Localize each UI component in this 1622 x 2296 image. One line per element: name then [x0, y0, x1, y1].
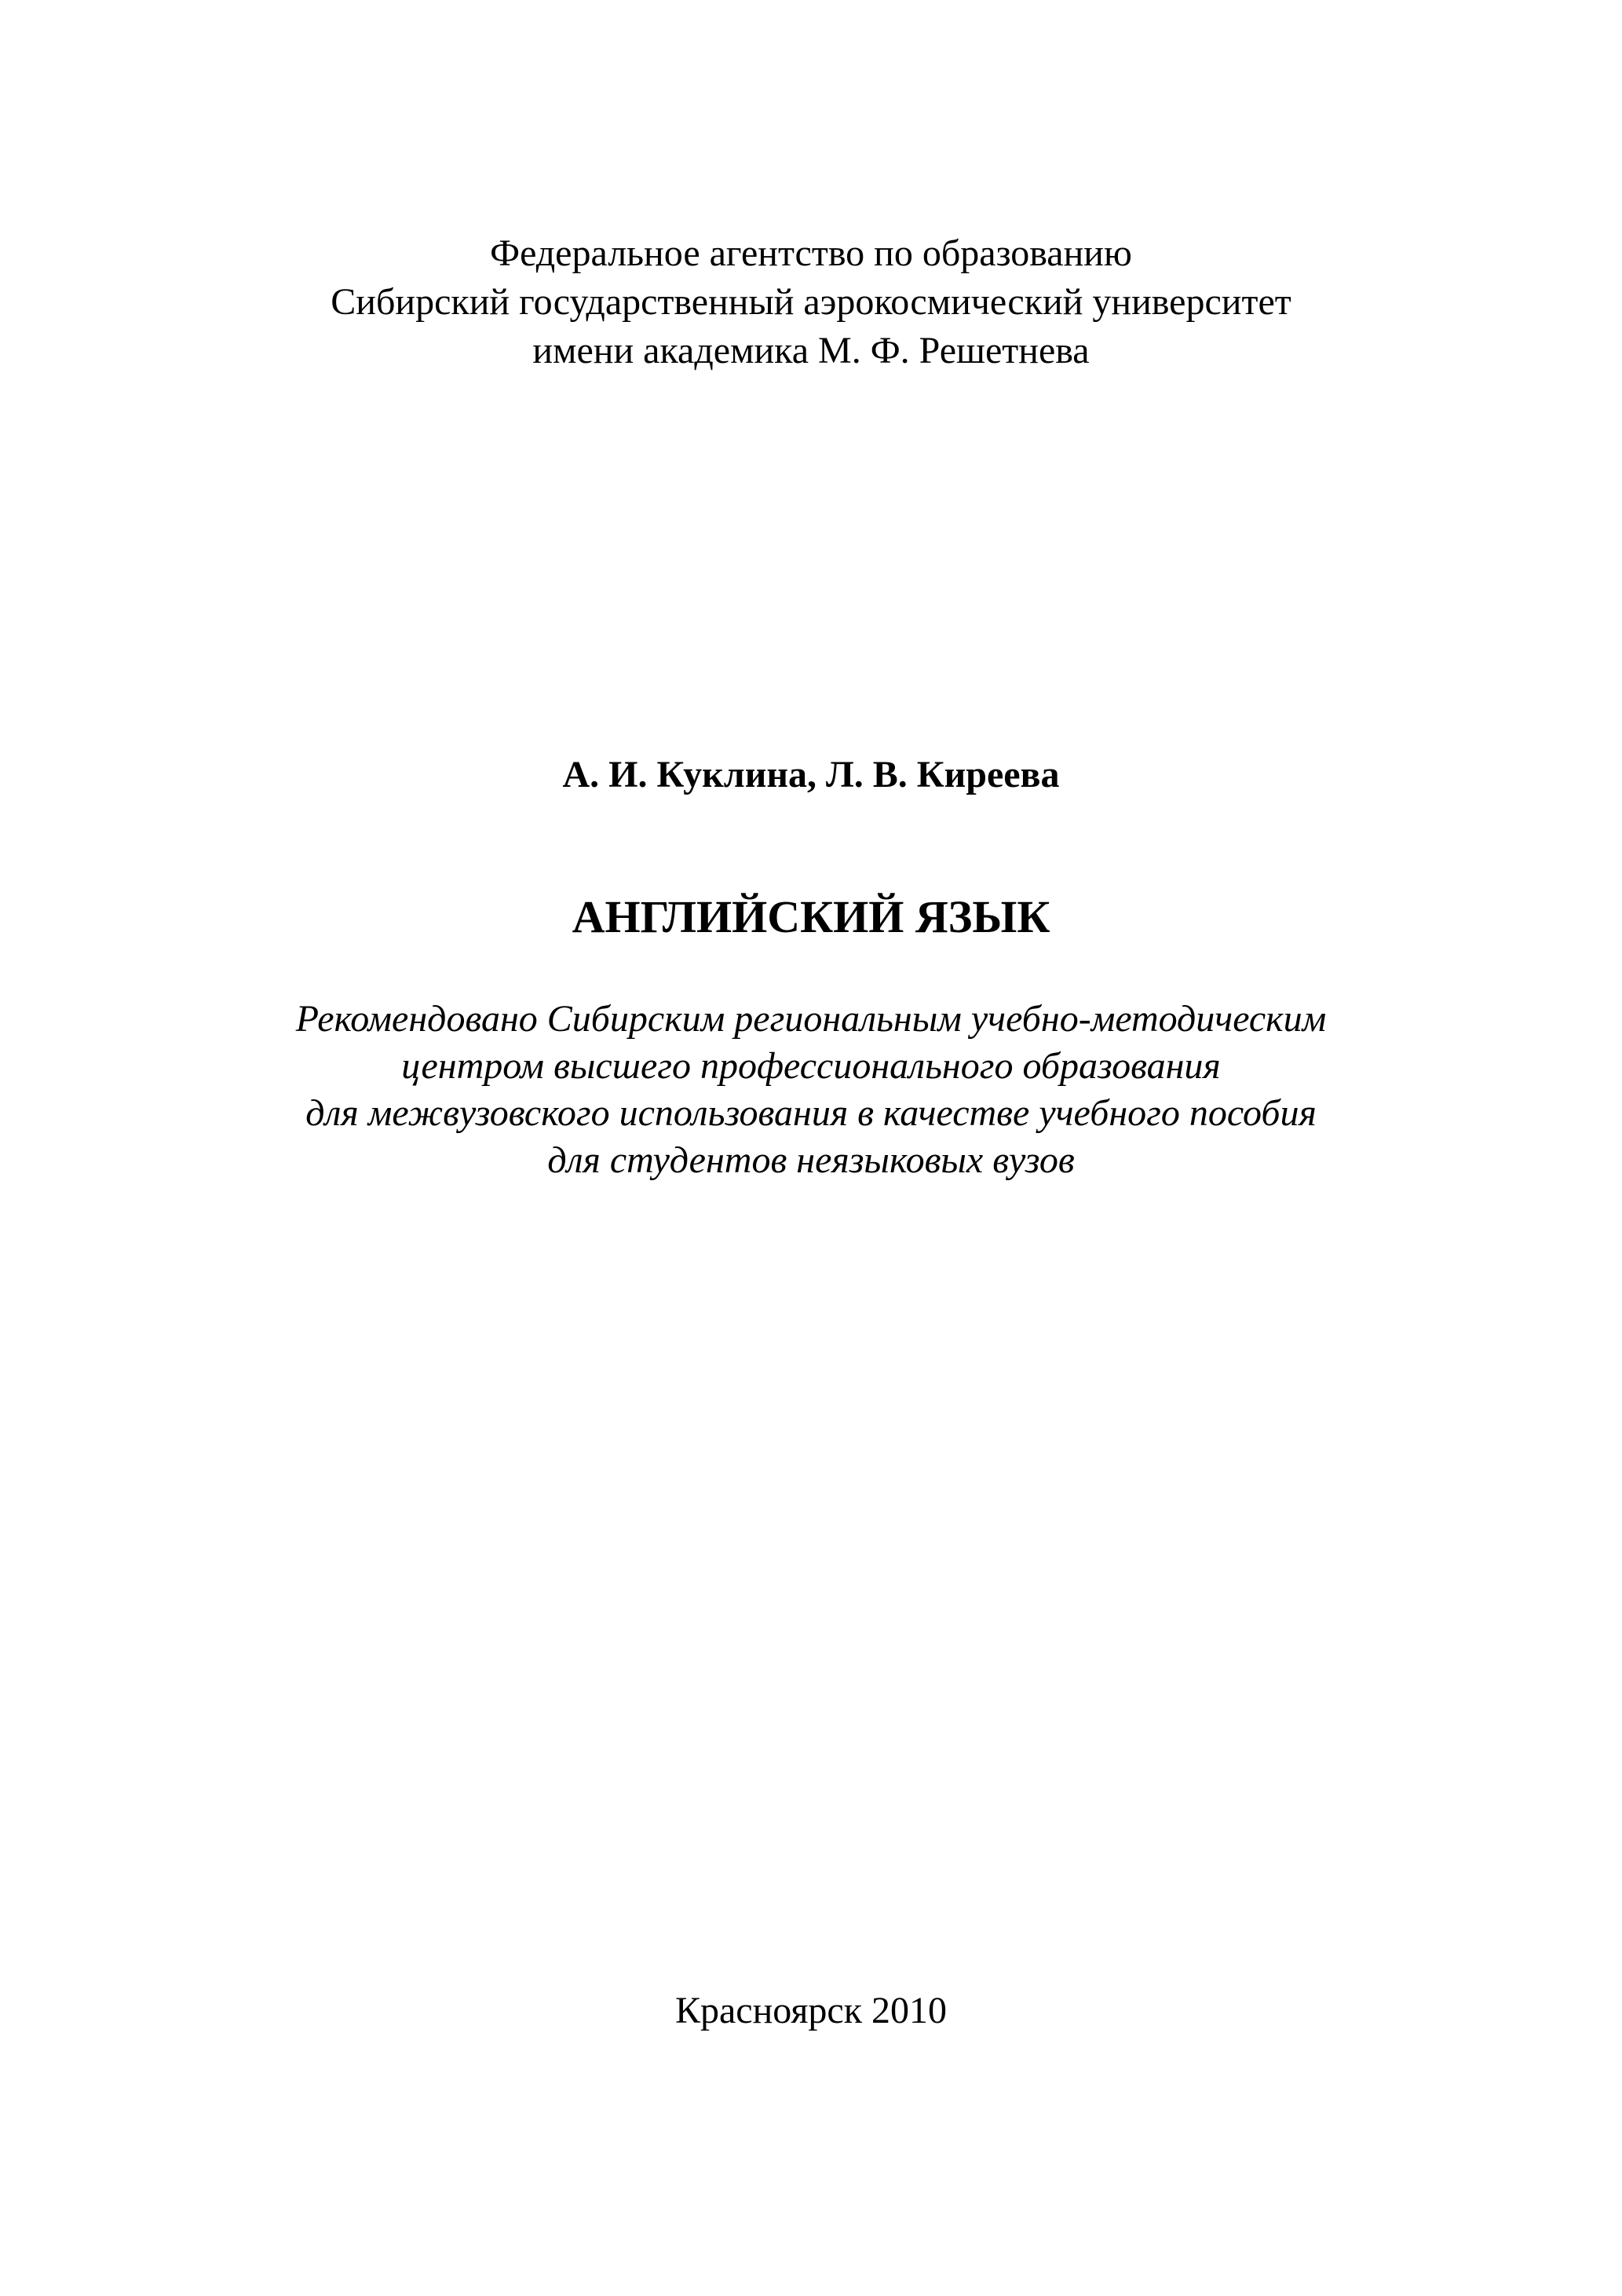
recommendation-note [0, 996, 1622, 1184]
recommendation-line-2: центром высшего профессионального образования [401, 1045, 1221, 1087]
university-name-line: имени академика М. Ф. Решетнева [532, 330, 1090, 371]
authors-line: А. И. Куклина, Л. В. Киреева [562, 754, 1060, 795]
institution-header [0, 229, 1622, 375]
book-title-text: АНГЛИЙСКИЙ ЯЗЫК [572, 891, 1050, 942]
university-line: Сибирский государственный аэрокосмический университет [331, 281, 1291, 323]
agency-line: Федеральное агентство по образованию [490, 232, 1132, 274]
authors [0, 751, 1622, 799]
recommendation-line-3: для межвузовского использования в качестве учебного пособия [305, 1092, 1317, 1134]
city-year: Красноярск 2010 [674, 1990, 948, 2031]
book-title [0, 889, 1622, 945]
publication-footer [0, 1987, 1622, 2035]
recommendation-line-1: Рекомендовано Сибирским региональным учебно-методическим [295, 998, 1327, 1040]
recommendation-line-4: для студентов неязыковых вузов [547, 1139, 1075, 1181]
